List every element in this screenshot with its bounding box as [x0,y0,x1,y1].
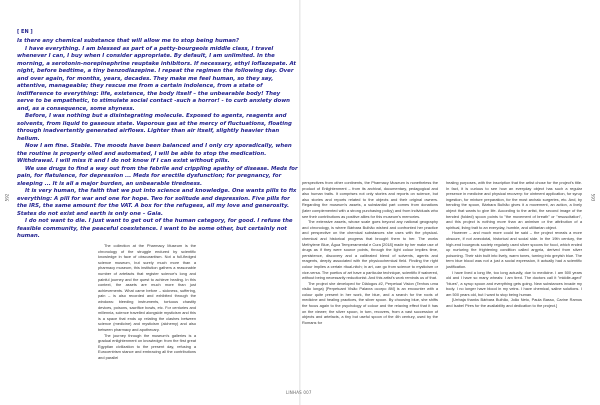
poem-paragraph: It is very human, the faith that we put into science and knowledge. One wants pills to fix everything: A pill for war and one for hope. Two for solitude and depression. Five pills for the IRS, the same amount for the VAT. A box for the refugees, all my love and generosity. States do not exist and earth is only one – Gaia. [17,188,297,217]
acknowledgements: [Urrbaja thanks Bárbara Bulhão, João Neto, Paula Basso, Carine Ramos and Isabel Pires for the availability and dedication to the project.] [446,297,582,309]
essay-paragraph: perspectives from other continents, the Pharmacy Museum is nonetheless the product of Enlightenment – from its archival, documentary, pedagogical and also human traits. It comprises not only stories and reports on science, but also stories and reports related to the objects and their original owners. Regarding the museum's assets, a substantial part comes from donations (later complemented with a strong purchasing policy) and from individuals who see their contributions as positive allies for this museum's memories. [302,180,438,219]
essay-paragraph: I have lived a long life, too long actually, due to medicine. I am 500 years old and I have so many wheals: I am tired. The doctors call it "middle-aged" "blues", a syrup spoon and everything gets going. New substances invade my body. I no longer have blood in my veins. I have chemical, saline solutions. I am 500 years old, but I want to stop being human. [446,269,582,297]
page-number-right: 593 [590,193,596,202]
essay-column-1 [98,243,196,360]
essay-column-3 [446,180,582,309]
poem-paragraph: I do not want to die. I just want to get out of the human category, for good. I refuse the feasible community, the peaceful coexistence. I want to be some other, but certainly not human. [17,218,293,239]
essay-column-2 [302,180,438,325]
essay-paragraph: healing purposes, with the inscription that the artist chose for the project's title. In fact, it is curious to see how an everyday object has such a regular presence in medicine and physical recovery: for ointment application, for syrup ingestion, for mixture preparation, for the most archaic surgeries, etc. And, by bending the spoon, Bárbara Bulhão gives it a movement, an action, a lively object that wants to give life. According to the artist, the second image of the bended (folded) spoon points to "the movement of breath" or "resuscitation", and this project is nothing more than an animism or the attribution of a spiritual, living trait to an everyday, humble, and utilitarian object. [446,180,582,230]
essay-paragraph: The extensive assets, whose scale goes beyond any national geography and chronology, is where Bárbara Bulhão wished and confronted her practice and perspective on the chemical substances she uses with the physical-chemical and historical progress that brought them to her. The works Methylene Blue, Água Temperamental e Cura [2018] made by her make use of drugs as if they were source points, through the light colour implies time, persistence, discovery and a calibrated blend of solvents, agents and reagents, deeply associated with the physicochemical field. Finding the right colour implies a certain ritual-nitch; in art, can go from science to mysticism or vice-versa. The poetics of art have a particular technique, scientific if waivered, without being necessarily reductionist. And this artist's work reminds us of that. [302,219,438,281]
essay-paragraph: However – and much more could be said – the project reveals a more obscure, if not anecdotal, historical and social side. In the 19th century, the high-end bourgeois society regularly used silver spoons for food, which ended up nurturing the frightening condition called argyria, derived from silver poisoning. Their skin built into lively, warm tones, turning into greyish blue. The term blue blood was not a just a social expression, it actually had a scientific justification. [446,230,582,269]
essay-paragraph: The journey through the museum's galleries is a gradual enlightenment on knowledge: from the first great Egyptian civilization to the present day, refusing a Eurocentrism stance and embracing all the contributions and parallel [98,332,196,360]
poem-line: Is there any chemical substance that will allow me to stop being human? [17,38,239,44]
language-tag: [ EN ] [17,29,33,35]
poem-paragraph: Now I am fine. Stable. The moods have been balanced and I only cry sporadically, when the routine is properly oiled and automated, I will be able to stop the medication. Withdrawal. I will miss it and I do not know if I can exist without pills. [17,143,292,164]
essay-paragraph: The project she developed for Diálogos #2, Perpetual Vision (Tenhos uma visão longa) [Perpetuant Visão Palavra ocorpo 8M] is an encounter with a colour quite present in her work, the blue, and a search for the roots of medicine and healing practices, the silver spoon. By choosing blue, she shifts the focus again to the psychology of colour and the relaxing effect that it has on the viewer; the silver spoon, in turn, recovers, from a vast succession of objects and artefacts, a tiny but useful spoon of the 4th century, used by the Romans for [302,280,438,325]
poem-paragraph: I have everything. I am blessed as part of a petty-bourgeois middle class, I travel whenever I can, I buy when I consider appropriate. By default, I am unlimited. In the morning, a serotonin-norepinephrine reuptake inhibitors. If necessary, ethyl loflazepate. At night, before bedtime, a tiny benzodiazepine. I repeat the regimen the following day. Over and over again, for months, years, decades. They make me feel human, so they say, attentive, manageable; they rescue me from a certain indolence, from a state of indifference to everything: life, existence, the body itself – the unbearable body! They serve to be empathetic, to stimulate social contact -such a horror! - to curb anxiety down and, as a consequence, some shyness. [17,45,296,112]
page-footer: LINHAS 007 [286,390,312,395]
page-number-left: 592 [4,193,10,202]
poem-text [17,38,298,241]
poem-paragraph: Before, I was nothing but a disintegrating molecule. Exposed to agents, reagents and solvents, from liquid to gaseous state. Vaporous gas at the mercy of fluctuations, floating through inadvertently generated airflows. Lighter than air itself, slightly heavier than helium. [17,113,292,142]
page-gutter [299,0,301,405]
essay-paragraph: The collection at the Pharmacy Museum is the chronology of the struggle endured by scientific knowledge in face of obscurantism. Not a full-fledged science museum, but surely much more than a pharmacy museum, this institution gathers a reasonable number of artefacts that register science's long and painful journey and the quest to achieve healing. In this context, the assets are much more than just achievements. What came before – sickness, suffering, pain – is also recorded and exhibited through the windows: bleeding instruments, tortuous chastity devices, poisons, sacrifice bowls, etc. For centuries and millennia, science travelled alongside mysticism and this is a space that ends up relating the clashes between science (medicine) and mysticism (alchemy) and also between pharmacy and apothecary. [98,243,196,332]
poem-paragraph: We use drugs to find a way out from the febrile and crippling apathy of disease. Meds for pain, for flatulence, for depression ... Meds for erectile dysfunction; for pregnancy, for sleeping ... It is all a major burden, an unbearable tiredness. [17,165,298,187]
